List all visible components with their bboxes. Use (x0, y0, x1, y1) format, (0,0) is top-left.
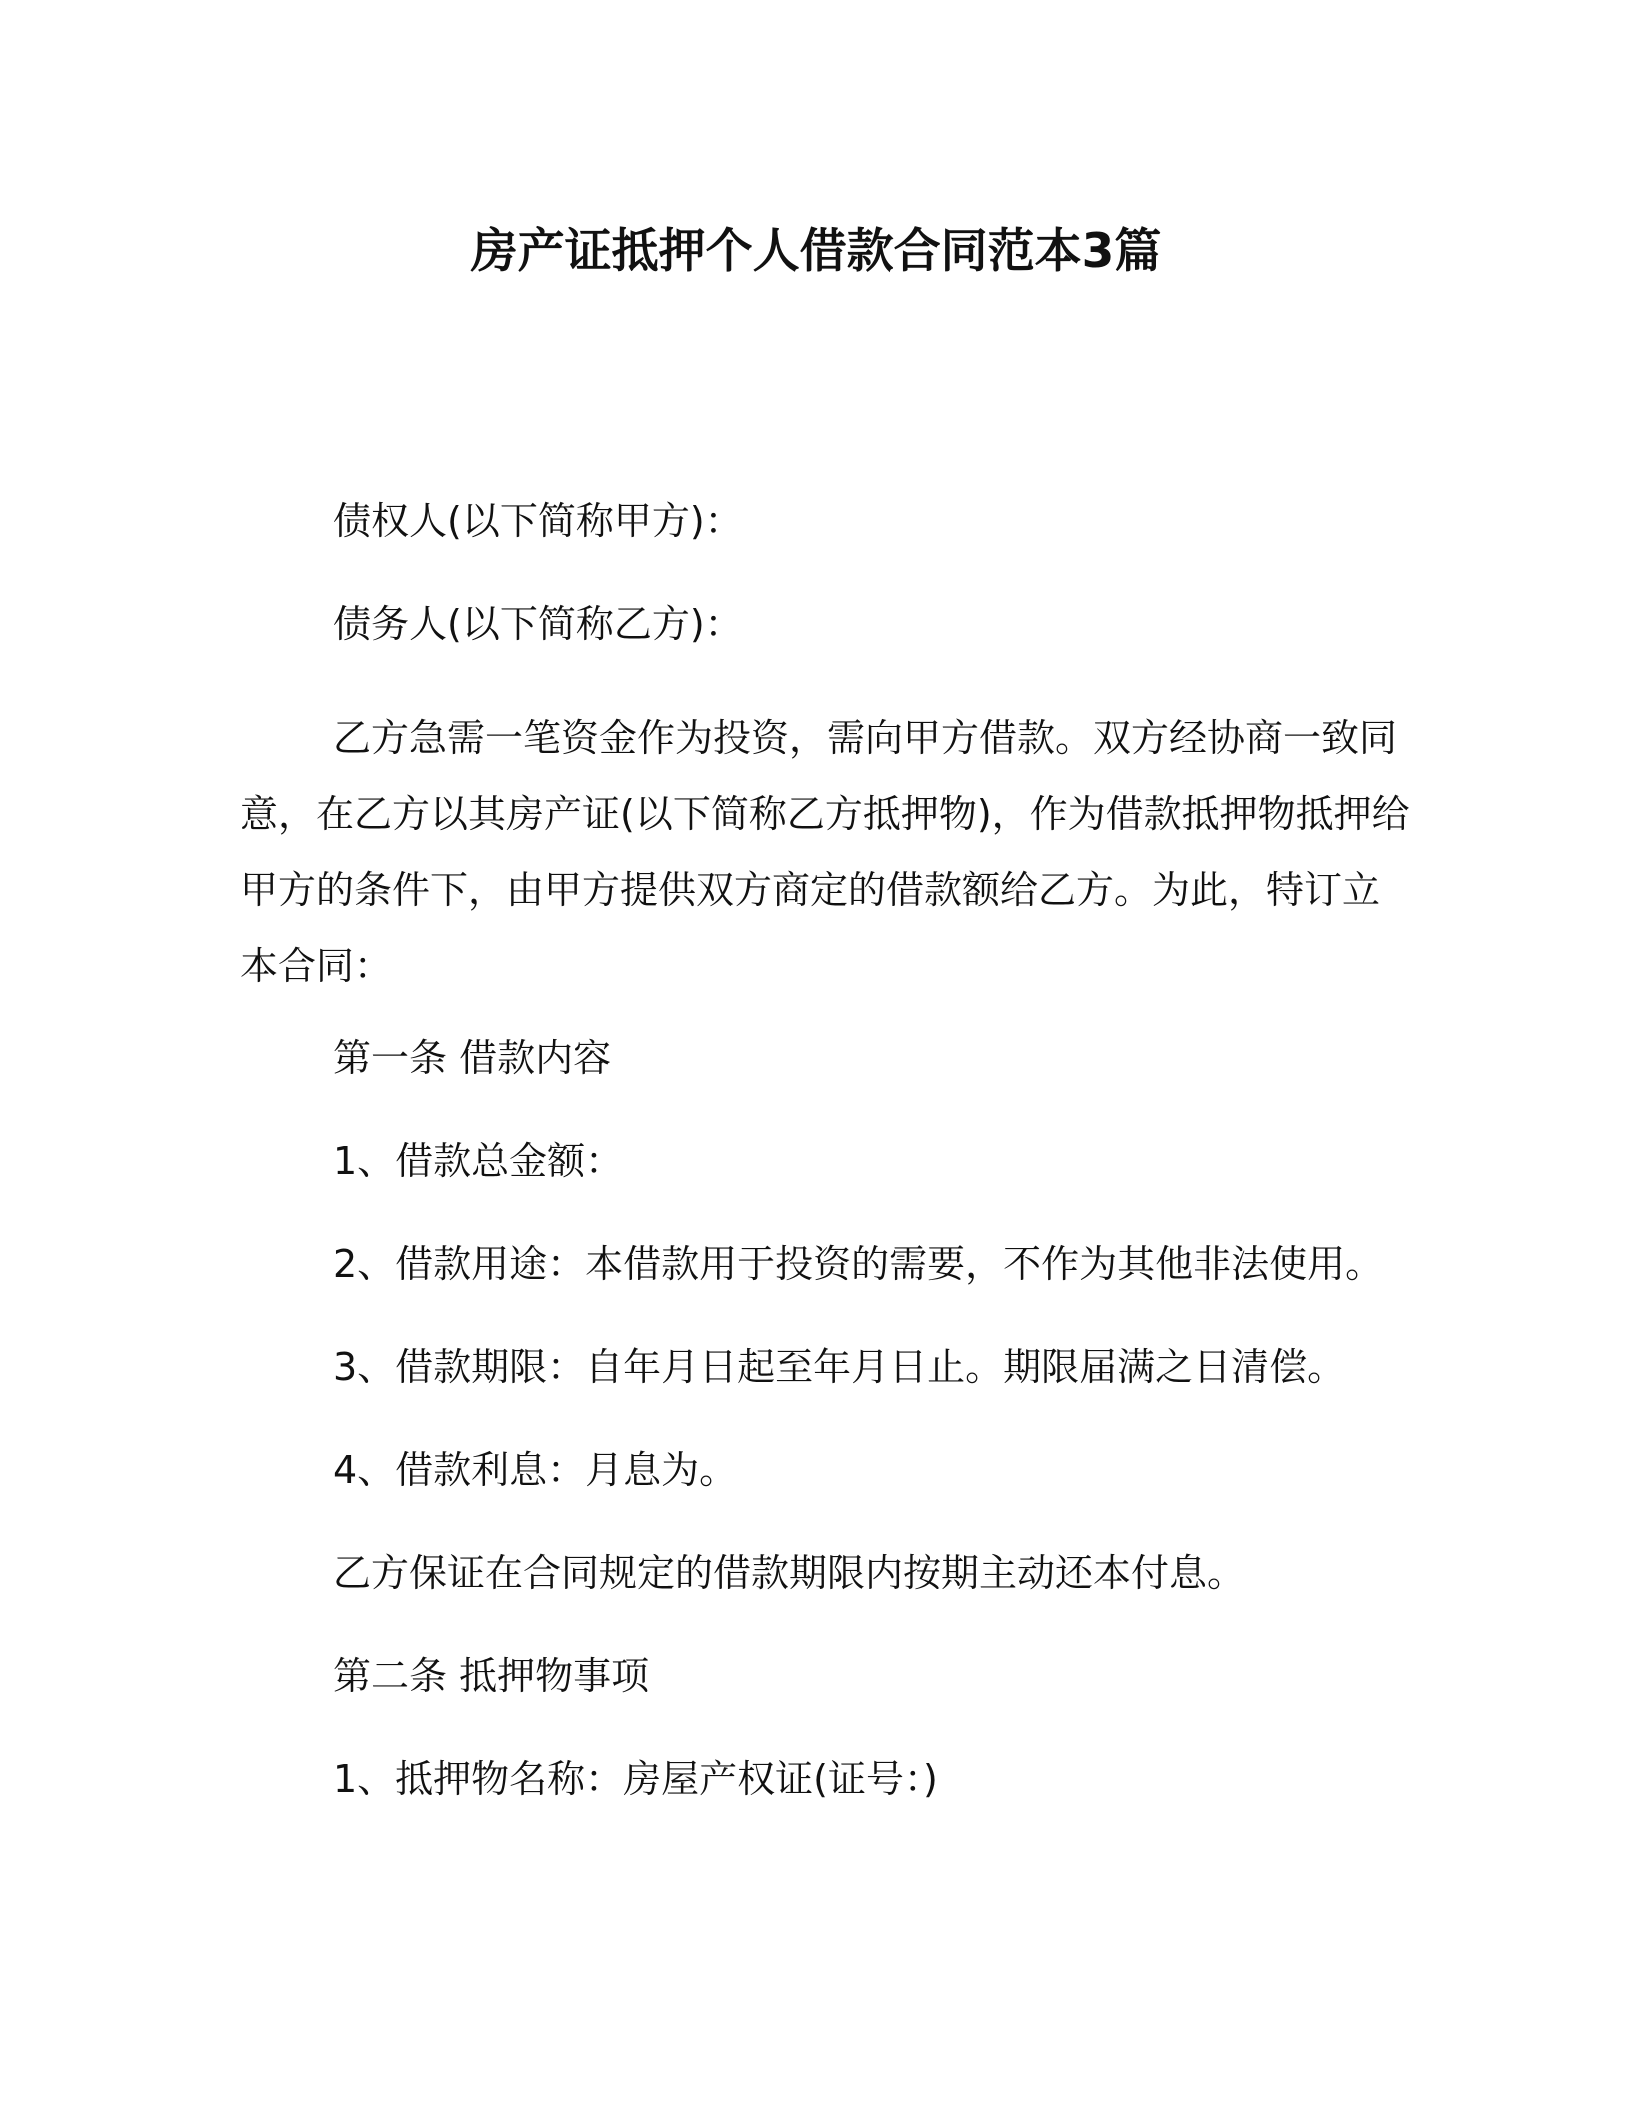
intro-paragraph (240, 700, 1410, 1004)
intro-line: 甲方的条件下，由甲方提供双方商定的借款额给乙方。为此，特订立 (240, 868, 1381, 912)
intro-line: 意，在乙方以其房产证(以下简称乙方抵押物)，作为借款抵押物抵押给 (240, 792, 1410, 836)
creditor-line: 债权人(以下简称甲方)： (333, 499, 743, 543)
document-title: 房产证抵押个人借款合同范本3篇 (470, 224, 1162, 279)
article1-item: 1、借款总金额： (333, 1139, 624, 1183)
intro-line: 本合同： (240, 944, 393, 988)
article1-item: 3、借款期限：自年月日起至年月日止。期限届满之日清偿。 (333, 1345, 1346, 1389)
article2-item: 1、抵押物名称：房屋产权证(证号：) (333, 1757, 938, 1801)
intro-line: 乙方急需一笔资金作为投资，需向甲方借款。双方经协商一致同 (333, 716, 1398, 760)
article2-heading: 第二条 抵押物事项 (333, 1654, 650, 1698)
article1-heading: 第一条 借款内容 (333, 1036, 612, 1080)
article1-item: 4、借款利息：月息为。 (333, 1448, 738, 1492)
article1-item: 2、借款用途：本借款用于投资的需要，不作为其他非法使用。 (333, 1242, 1384, 1286)
debtor-line: 债务人(以下简称乙方)： (333, 602, 743, 646)
article1-guarantee: 乙方保证在合同规定的借款期限内按期主动还本付息。 (333, 1551, 1246, 1595)
